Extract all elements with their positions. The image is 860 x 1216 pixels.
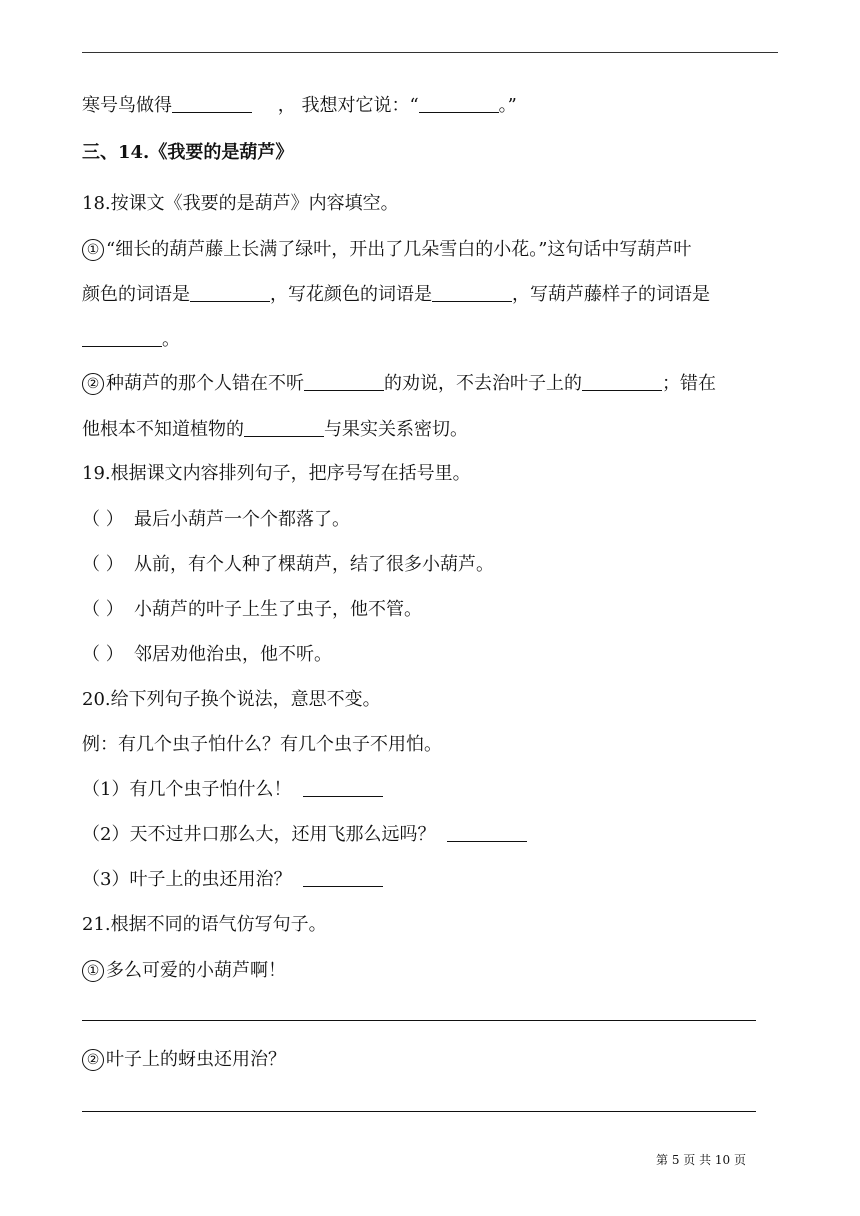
answer-blank[interactable]	[304, 372, 384, 391]
text: 多么可爱的小葫芦啊！	[106, 960, 286, 981]
answer-line[interactable]	[82, 1020, 756, 1021]
page-footer: 第 5 页 共 10 页	[656, 1153, 746, 1167]
text-line	[82, 778, 383, 802]
text-line	[82, 283, 710, 307]
list-item	[82, 643, 332, 667]
order-parentheses[interactable]: （ ）	[82, 644, 124, 665]
text: 颜色的词语是	[82, 284, 190, 305]
text: （3）叶子上的虫还用治？	[82, 869, 292, 890]
text: 与果实关系密切。	[324, 419, 468, 440]
list-item	[82, 553, 494, 577]
text-line	[82, 868, 383, 892]
list-item	[82, 508, 350, 532]
question-18: 18.按课文《我要的是葫芦》内容填空。	[82, 193, 399, 214]
text: 。”	[498, 95, 517, 116]
text-line	[82, 94, 517, 118]
example-line: 例：有几个虫子怕什么？有几个虫子不用怕。	[82, 734, 442, 755]
text-line	[82, 372, 716, 396]
text-line	[82, 823, 527, 847]
text: 的劝说，不去治叶子上的	[384, 373, 582, 394]
text: ；错在	[662, 373, 716, 394]
text-line	[82, 1048, 286, 1072]
answer-blank[interactable]	[303, 868, 383, 887]
circled-number: ②	[82, 373, 104, 395]
text: 小葫芦的叶子上生了虫子，他不管。	[134, 599, 422, 620]
circled-number: ①	[82, 239, 104, 261]
answer-blank[interactable]	[172, 94, 252, 113]
text-line	[82, 238, 691, 262]
order-parentheses[interactable]: （ ）	[82, 554, 124, 575]
text: 邻居劝他治虫，他不听。	[134, 644, 332, 665]
text: 他根本不知道植物的	[82, 419, 244, 440]
text-line	[82, 328, 180, 352]
text-line	[82, 959, 286, 983]
answer-blank[interactable]	[447, 823, 527, 842]
answer-blank[interactable]	[82, 328, 162, 347]
text: 最后小葫芦一个个都落了。	[134, 509, 350, 530]
text: “细长的葫芦藤上长满了绿叶，开出了几朵雪白的小花。”这句话中写葫芦叶	[106, 239, 692, 260]
text: 从前，有个人种了棵葫芦，结了很多小葫芦。	[134, 554, 494, 575]
circled-number: ②	[82, 1049, 104, 1071]
text: ， 我想对它说：“	[277, 95, 419, 116]
section-heading: 三、14.《我要的是葫芦》	[82, 142, 294, 163]
text: ，写花颜色的词语是	[270, 284, 432, 305]
list-item	[82, 598, 422, 622]
header-rule	[82, 52, 778, 53]
text: （2）天不过井口那么大，还用飞那么远吗？	[82, 824, 436, 845]
question-21: 21.根据不同的语气仿写句子。	[82, 914, 327, 935]
order-parentheses[interactable]: （ ）	[82, 509, 124, 530]
text: 叶子上的蚜虫还用治？	[106, 1049, 286, 1070]
answer-blank[interactable]	[190, 283, 270, 302]
text: 寒号鸟做得	[82, 95, 172, 116]
text: 种葫芦的那个人错在不听	[106, 373, 304, 394]
text: ，写葫芦藤样子的词语是	[512, 284, 710, 305]
answer-blank[interactable]	[432, 283, 512, 302]
question-19: 19.根据课文内容排列句子，把序号写在括号里。	[82, 463, 471, 484]
answer-blank[interactable]	[582, 372, 662, 391]
question-20: 20.给下列句子换个说法，意思不变。	[82, 689, 381, 710]
order-parentheses[interactable]: （ ）	[82, 599, 124, 620]
answer-blank[interactable]	[244, 418, 324, 437]
text-line	[82, 418, 468, 442]
text: 。	[162, 329, 180, 350]
text: （1）有几个虫子怕什么！	[82, 779, 292, 800]
answer-blank[interactable]	[303, 778, 383, 797]
answer-line[interactable]	[82, 1111, 756, 1112]
circled-number: ①	[82, 960, 104, 982]
answer-blank[interactable]	[419, 94, 499, 113]
